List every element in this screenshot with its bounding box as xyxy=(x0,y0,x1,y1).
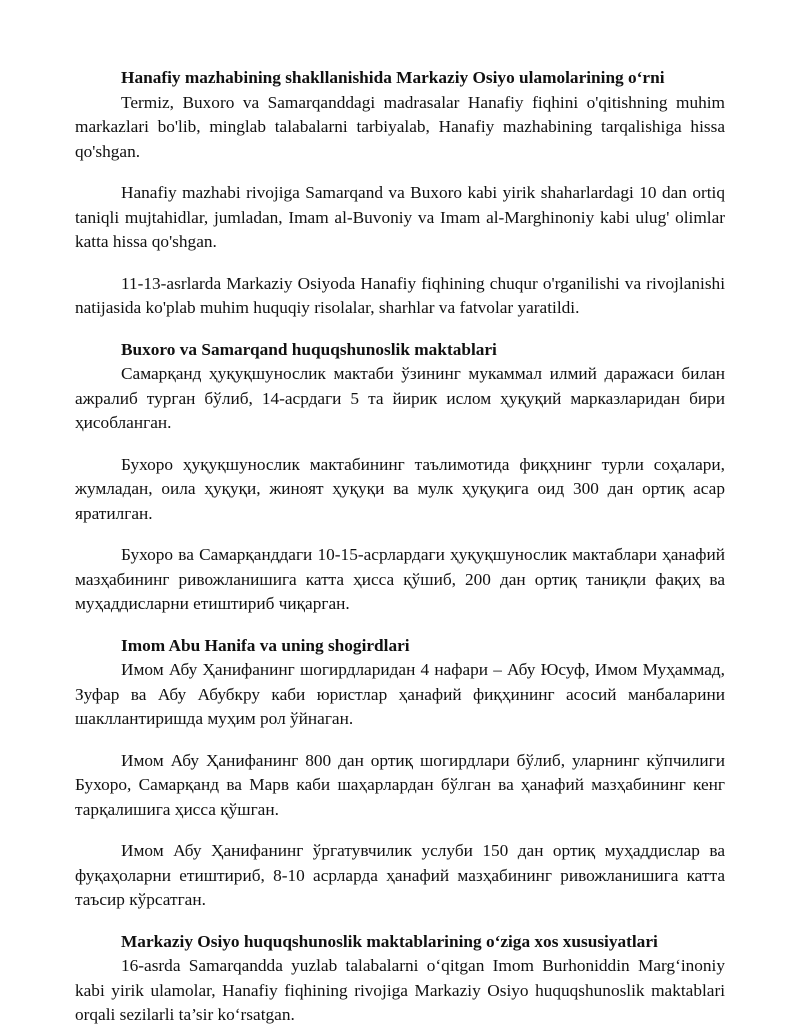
paragraph: Бухоро ва Самарқанддаги 10-15-асрлардаги ҳуқуқшунослик мактаблари ҳанафий мазҳабининг ривожланишига катта ҳисса қўшиб, 200 дан ортиқ таниқли фақиҳ ва муҳаддисларни етиштириб чиқарган. xyxy=(75,545,725,613)
section-heading: Buxoro va Samarqand huquqshunoslik maktablari xyxy=(121,339,497,359)
paragraph: Самарқанд ҳуқуқшунослик мактаби ўзининг мукаммал илмий даражаси билан ажралиб турган бўлиб, 14-асрдаги 5 та йирик ислом ҳуқуқий марказларидан бири ҳисобланган. xyxy=(75,364,725,432)
paragraph: Имом Абу Ҳанифанинг ўргатувчилик услуби 150 дан ортиқ муҳаддислар ва фуқаҳоларни етиштириб, 8-10 асрларда ҳанафий мазҳабининг ривожланишига катта таъсир кўрсатган. xyxy=(75,841,725,909)
section-heading: Imom Abu Hanifa va uning shogirdlari xyxy=(121,635,410,655)
section-bukhara-samarkand-schools xyxy=(75,338,725,617)
paragraph: Бухоро ҳуқуқшунослик мактабининг таълимотида фиқҳнинг турли соҳалари, жумладан, оила ҳуқуқи, жиноят ҳуқуқи ва мулк ҳуқуқига оид 300 дан ортиқ асар яратилган. xyxy=(75,454,725,523)
paragraph: Termiz, Buxoro va Samarqanddagi madrasalar Hanafiy fiqhini o'qitishning muhim markazlari bo'lib, minglab talabalarni tarbiyalab, Hanafiy mazhabining tarqalishiga hissa qo'shgan. xyxy=(75,92,725,161)
paragraph: 16-asrda Samarqandda yuzlab talabalarni o‘qitgan Imom Burhoniddin Marg‘inoniy kabi yirik ulamolar, Hanafiy fiqhining rivojiga Markaziy Osiyo huquqshunoslik maktablari orqali sezilarli ta’sir ko‘rsatgan. xyxy=(75,956,725,1024)
section-school-features xyxy=(75,930,725,1028)
section-abu-hanifa-students xyxy=(75,634,725,913)
paragraph: 11-13-asrlarda Markaziy Osiyoda Hanafiy fiqhining chuqur o'rganilishi va rivojlanishi natijasida ko'plab muhim huquqiy risolalar, sharhlar va fatvolar yaratildi. xyxy=(75,273,725,317)
paragraph: Hanafiy mazhabi rivojiga Samarqand va Buxoro kabi yirik shaharlardagi 10 dan ortiq taniqli mujtahidlar, jumladan, Imam al-Buvoniy va Imam al-Marghinoniy kabi ulug' olimlar katta hissa qo'shgan. xyxy=(75,183,725,251)
paragraph: Имом Абу Ҳанифанинг шогирдларидан 4 нафари – Абу Юсуф, Имом Муҳаммад, Зуфар ва Абу Абубкру каби юристлар ҳанафий фиқҳининг асосий манбаларини шакллантиришда муҳим рол ўйнаган. xyxy=(75,660,725,728)
section-heading: Hanafiy mazhabining shakllanishida Markaziy Osiyo ulamolarining o‘rni xyxy=(121,68,665,87)
paragraph: Имом Абу Ҳанифанинг 800 дан ортиқ шогирдлари бўлиб, уларнинг кўпчилиги Бухоро, Самарқанд ва Марв каби шаҳарлардан бўлган ва ҳанафий мазҳабининг кенг тарқалишига ҳисса қўшган. xyxy=(75,750,725,819)
section-central-asian-scholars xyxy=(75,66,725,321)
section-heading: Markaziy Osiyo huquqshunoslik maktablarining o‘ziga xos xususiyatlari xyxy=(121,931,658,951)
